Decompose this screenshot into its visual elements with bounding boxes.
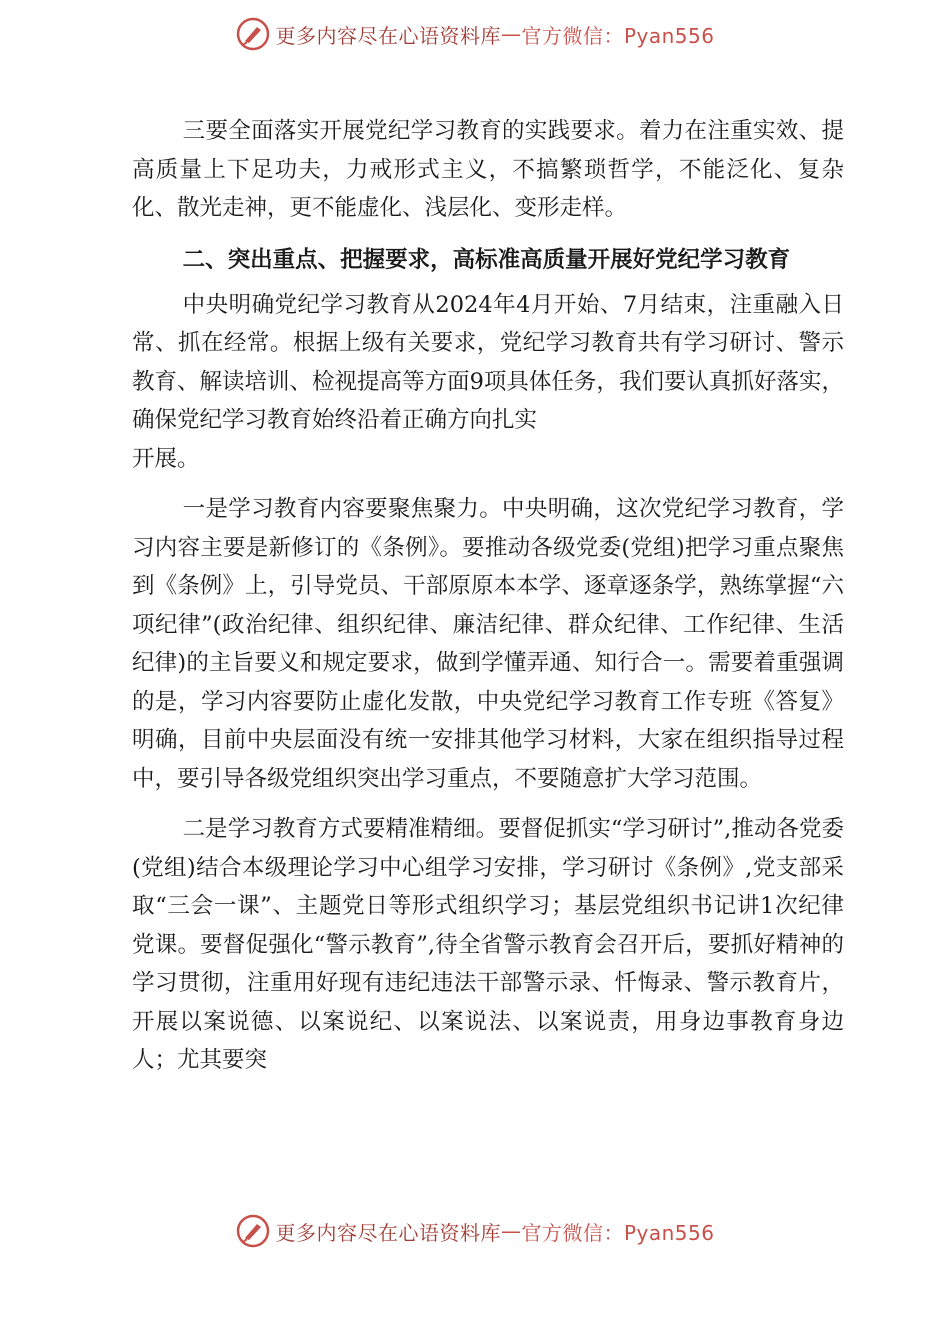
pen-seal-icon [235, 16, 271, 52]
header-banner [0, 14, 950, 54]
banner-wechat-text: 官方微信：Pyan556 [521, 1220, 715, 1245]
banner-brand-text: 更多内容尽在心语资料库 [275, 23, 501, 48]
banner-separator: — [500, 1219, 522, 1243]
section-heading-2: 二、突出重点、把握要求，高标准高质量开展好党纪学习教育 [182, 246, 791, 273]
banner-separator: — [500, 22, 522, 46]
document-body [132, 112, 844, 1080]
banner-brand-text: 更多内容尽在心语资料库 [275, 1220, 501, 1245]
paragraph-content-focus: 一是学习教育内容要聚焦聚力。中央明确，这次党纪学习教育，学习内容主要是新修订的《条例》。要推动各级党委(党组)把学习重点聚焦到《条例》上，引导党员、干部原原本本学、逐章逐条学，熟练掌握“六项纪律”(政治纪律、组织纪律、廉洁纪律、群众纪律、工作纪律、生活纪律)的主旨要义和规定要求，做到学懂弄通、知行合一。需要着重强调的是，学习内容要防止虚化发散，中央党纪学习教育工作专班《答复》明确，目前中央层面没有统一安排其他学习材料，大家在组织指导过程中，要引导各级党组织突出学习重点，不要随意扩大学习范围。 [132, 496, 844, 792]
paragraph-method-precision: 二是学习教育方式要精准精细。要督促抓实“学习研讨”,推动各党委(党组)结合本级理论学习中心组学习安排，学习研讨《条例》,党支部采取“三会一课”、主题党日等形式组织学习；基层党组织书记讲1次纪律党课。要督促强化“警示教育”,待全省警示教育会召开后，要抓好精神的学习贯彻，注重用好现有违纪违法干部警示录、忏悔录、警示教育片，开展以案说德、以案说纪、以案说法、以案说责，用身边事教育身边人；尤其要突 [132, 816, 844, 1073]
paragraph-central-plan: 中央明确党纪学习教育从2024年4月开始、7月结束，注重融入日常、抓在经常。根据上级有关要求，党纪学习教育共有学习研讨、警示教育、解读培训、检视提高等方面9项具体任务，我们要认真抓好落实，确保党纪学习教育始终沿着正确方向扎实 [132, 291, 844, 433]
pen-seal-icon [235, 1213, 271, 1249]
paragraph-continuation: 开展。 [132, 445, 200, 472]
banner-wechat-text: 官方微信：Pyan556 [521, 23, 715, 48]
footer-banner [0, 1211, 950, 1251]
paragraph-practice-requirements: 三要全面落实开展党纪学习教育的实践要求。着力在注重实效、提高质量上下足功夫，力戒形式主义，不搞繁琐哲学，不能泛化、复杂化、散光走神，更不能虚化、浅层化、变形走样。 [132, 118, 844, 221]
